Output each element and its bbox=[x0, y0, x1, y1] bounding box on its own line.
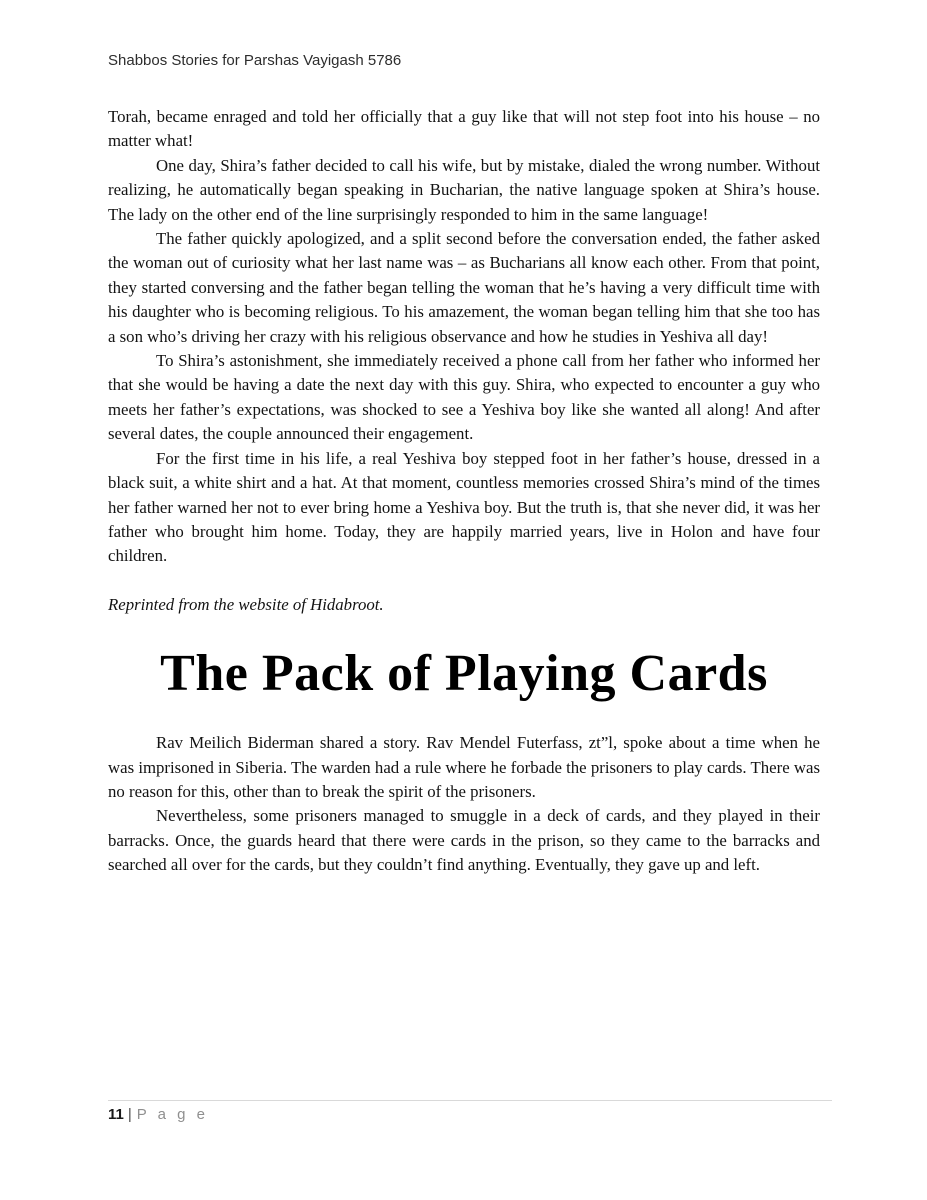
paragraph: The father quickly apologized, and a split second before the conversation ended, the father asked the woman out of curiosity what her last name was – as Bucharians all know each other. From that point, they started conversing and the father began telling the woman that he’s having a very difficult time with his daughter who is becoming religious. To his amazement, the woman began telling him that she too has a son who’s driving her crazy with his religious observance and how he studies in Yeshiva all day! bbox=[108, 229, 820, 346]
page-number: 11 bbox=[108, 1106, 124, 1123]
attribution-note: Reprinted from the website of Hidabroot. bbox=[108, 594, 384, 614]
footer-separator: | bbox=[127, 1106, 132, 1123]
paragraph: One day, Shira’s father decided to call his wife, but by mistake, dialed the wrong number. Without realizing, he automatically began speaking in Bucharian, the native language spoken at Shira’s house. The lady on the other end of the line surprisingly responded to him in the same language! bbox=[108, 155, 820, 224]
paragraph: Torah, became enraged and told her officially that a guy like that will not step foot into his house – no matter what! bbox=[108, 107, 820, 151]
page-label: P a g e bbox=[136, 1106, 209, 1123]
paragraph: To Shira’s astonishment, she immediately received a phone call from her father who informed her that she would be having a date the next day with this guy. Shira, who expected to encounter a guy who meets her father’s expectations, was shocked to see a Yeshiva boy like she wanted all along! And after several dates, the couple announced their engagement. bbox=[108, 351, 820, 444]
page-header bbox=[108, 52, 401, 69]
document-body bbox=[108, 105, 820, 878]
footer-divider bbox=[108, 1100, 832, 1101]
page-footer bbox=[108, 1106, 209, 1123]
paragraph: Rav Meilich Biderman shared a story. Rav Mendel Futerfass, zt”l, spoke about a time when he was imprisoned in Siberia. The warden had a rule where he forbade the prisoners to play cards. There was no reason for this, other than to break the spirit of the prisoners. bbox=[108, 733, 820, 801]
paragraph: Nevertheless, some prisoners managed to smuggle in a deck of cards, and they played in their barracks. Once, the guards heard that there were cards in the prison, so they came to the barracks and searched all over for the cards, but they couldn’t find anything. Eventually, they gave up and left. bbox=[108, 806, 820, 875]
header-title: Shabbos Stories for Parshas Vayigash 5786 bbox=[108, 52, 402, 69]
story-title: The Pack of Playing Cards bbox=[160, 645, 768, 703]
paragraph: For the first time in his life, a real Yeshiva boy stepped foot in her father’s house, dressed in a black suit, a white shirt and a hat. At that moment, countless memories crossed Shira’s mind of the times her father warned her not to ever bring home a Yeshiva boy. But the truth is, that she never did, it was her father who brought him home. Today, they are happily married years, live in Holon and have four children. bbox=[108, 448, 820, 566]
